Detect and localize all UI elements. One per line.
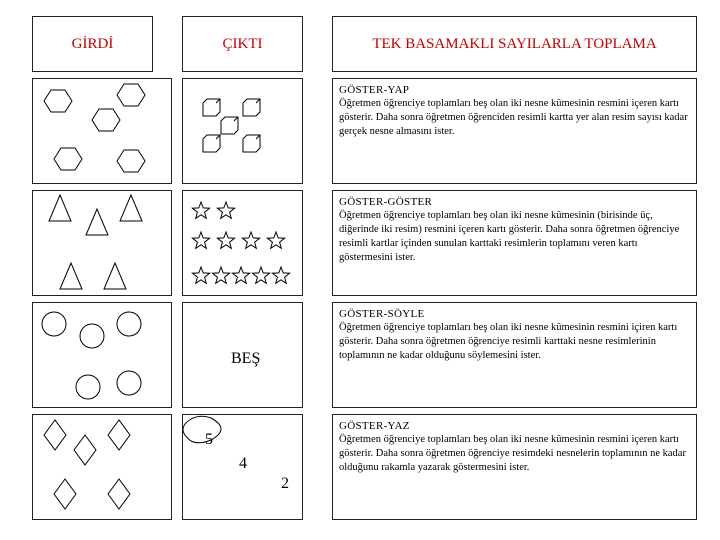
triangle-icon <box>86 209 108 235</box>
row1-description <box>332 78 697 184</box>
star-icon <box>192 202 209 218</box>
row4-number-2: 4 <box>239 455 247 472</box>
star-icon <box>217 202 234 218</box>
row1-text: Öğretmen öğrenciye toplamları beş olan iki nesne kümesinin resmini içeren kartı gösterir. Daha sonra öğretmen öğrenciden resimli kartta yer alan resim sayısı kadar gerçek nesne almasını ister. <box>339 98 688 137</box>
circle-icon <box>76 375 100 399</box>
row1-input-card <box>32 78 172 184</box>
circle-icon <box>117 371 141 395</box>
star-icon <box>212 267 229 283</box>
row3-output-card <box>182 302 303 408</box>
triangle-icon <box>49 195 71 221</box>
star-icon <box>272 267 289 283</box>
triangle-icon <box>104 263 126 289</box>
cube-icon <box>203 99 220 116</box>
hexagon-icon <box>92 109 120 131</box>
row4-number-1: 5 <box>205 431 213 448</box>
row1-cubes <box>183 79 304 185</box>
cube-icon <box>243 99 260 116</box>
star-icon <box>192 232 209 248</box>
row3-circles <box>33 303 173 409</box>
row1-hexagons <box>33 79 173 185</box>
header-input-label: GİRDİ <box>71 35 114 52</box>
diamond-icon <box>44 420 66 450</box>
star-icon <box>232 267 249 283</box>
header-title-label: TEK BASAMAKLI SAYILARLA TOPLAMA <box>372 35 657 52</box>
circle-icon <box>117 312 141 336</box>
row4-description <box>332 414 697 520</box>
row2-input-card <box>32 190 172 296</box>
row3-input-card <box>32 302 172 408</box>
header-output <box>182 16 303 72</box>
row2-title: GÖSTER-GÖSTER <box>339 196 433 208</box>
star-icon <box>252 267 269 283</box>
row1-output-card <box>182 78 303 184</box>
row2-stars <box>183 191 304 297</box>
header-output-label: ÇIKTI <box>222 35 263 52</box>
diamond-icon <box>74 435 96 465</box>
circle-icon <box>42 312 66 336</box>
row1-title: GÖSTER-YAP <box>339 84 410 96</box>
row3-description <box>332 302 697 408</box>
header-title <box>332 16 697 72</box>
hexagon-icon <box>44 90 72 112</box>
row4-title: GÖSTER-YAZ <box>339 420 410 432</box>
hexagon-icon <box>54 148 82 170</box>
row2-text: Öğretmen öğrenciye toplamları beş olan iki nesne kümesinin (birisinde üç, diğerinde iki resim) resmini içeren kartı gösterir. Daha sonra öğretmen öğrenciye resimli kartlar içinden sunulan karttaki resimlerin toplamını veren kartı göstermesini ister. <box>339 210 680 263</box>
star-icon <box>217 232 234 248</box>
cube-icon <box>221 117 238 134</box>
cube-icon <box>243 135 260 152</box>
row4-input-card <box>32 414 172 520</box>
row3-word: BEŞ <box>231 350 261 367</box>
star-icon <box>267 232 284 248</box>
row2-output-card <box>182 190 303 296</box>
row2-description <box>332 190 697 296</box>
row2-triangles <box>33 191 173 297</box>
diamond-icon <box>108 420 130 450</box>
triangle-icon <box>60 263 82 289</box>
circle-icon <box>80 324 104 348</box>
diamond-icon <box>108 479 130 509</box>
row4-number-3: 2 <box>281 475 289 492</box>
cube-icon <box>203 135 220 152</box>
diamond-icon <box>54 479 76 509</box>
row4-text: Öğretmen öğrenciye toplamları beş olan iki nesne kümesinin resmini içeren kartı gösterir. Daha sonra öğretmen öğrenciye resimdeki nesnelerin toplamının ne kadar olduğunu rakamla yazarak göstermesini ister. <box>339 434 686 473</box>
star-icon <box>192 267 209 283</box>
hexagon-icon <box>117 84 145 106</box>
star-icon <box>242 232 259 248</box>
header-input <box>32 16 153 72</box>
row4-output-card <box>182 414 303 520</box>
row4-diamonds <box>33 415 173 521</box>
row3-text: Öğretmen öğrenciye toplamları beş olan iki nesne kümesinin resmini içiren kartı gösterir. Daha sonra öğretmen öğrenciye resimli karttaki nesne resimlerinin toplamının ne kadar olduğunu söylemesini ister. <box>339 322 678 361</box>
triangle-icon <box>120 195 142 221</box>
speech-bubble-shape <box>183 416 221 443</box>
hexagon-icon <box>117 150 145 172</box>
row3-title: GÖSTER-SÖYLE <box>339 308 425 320</box>
